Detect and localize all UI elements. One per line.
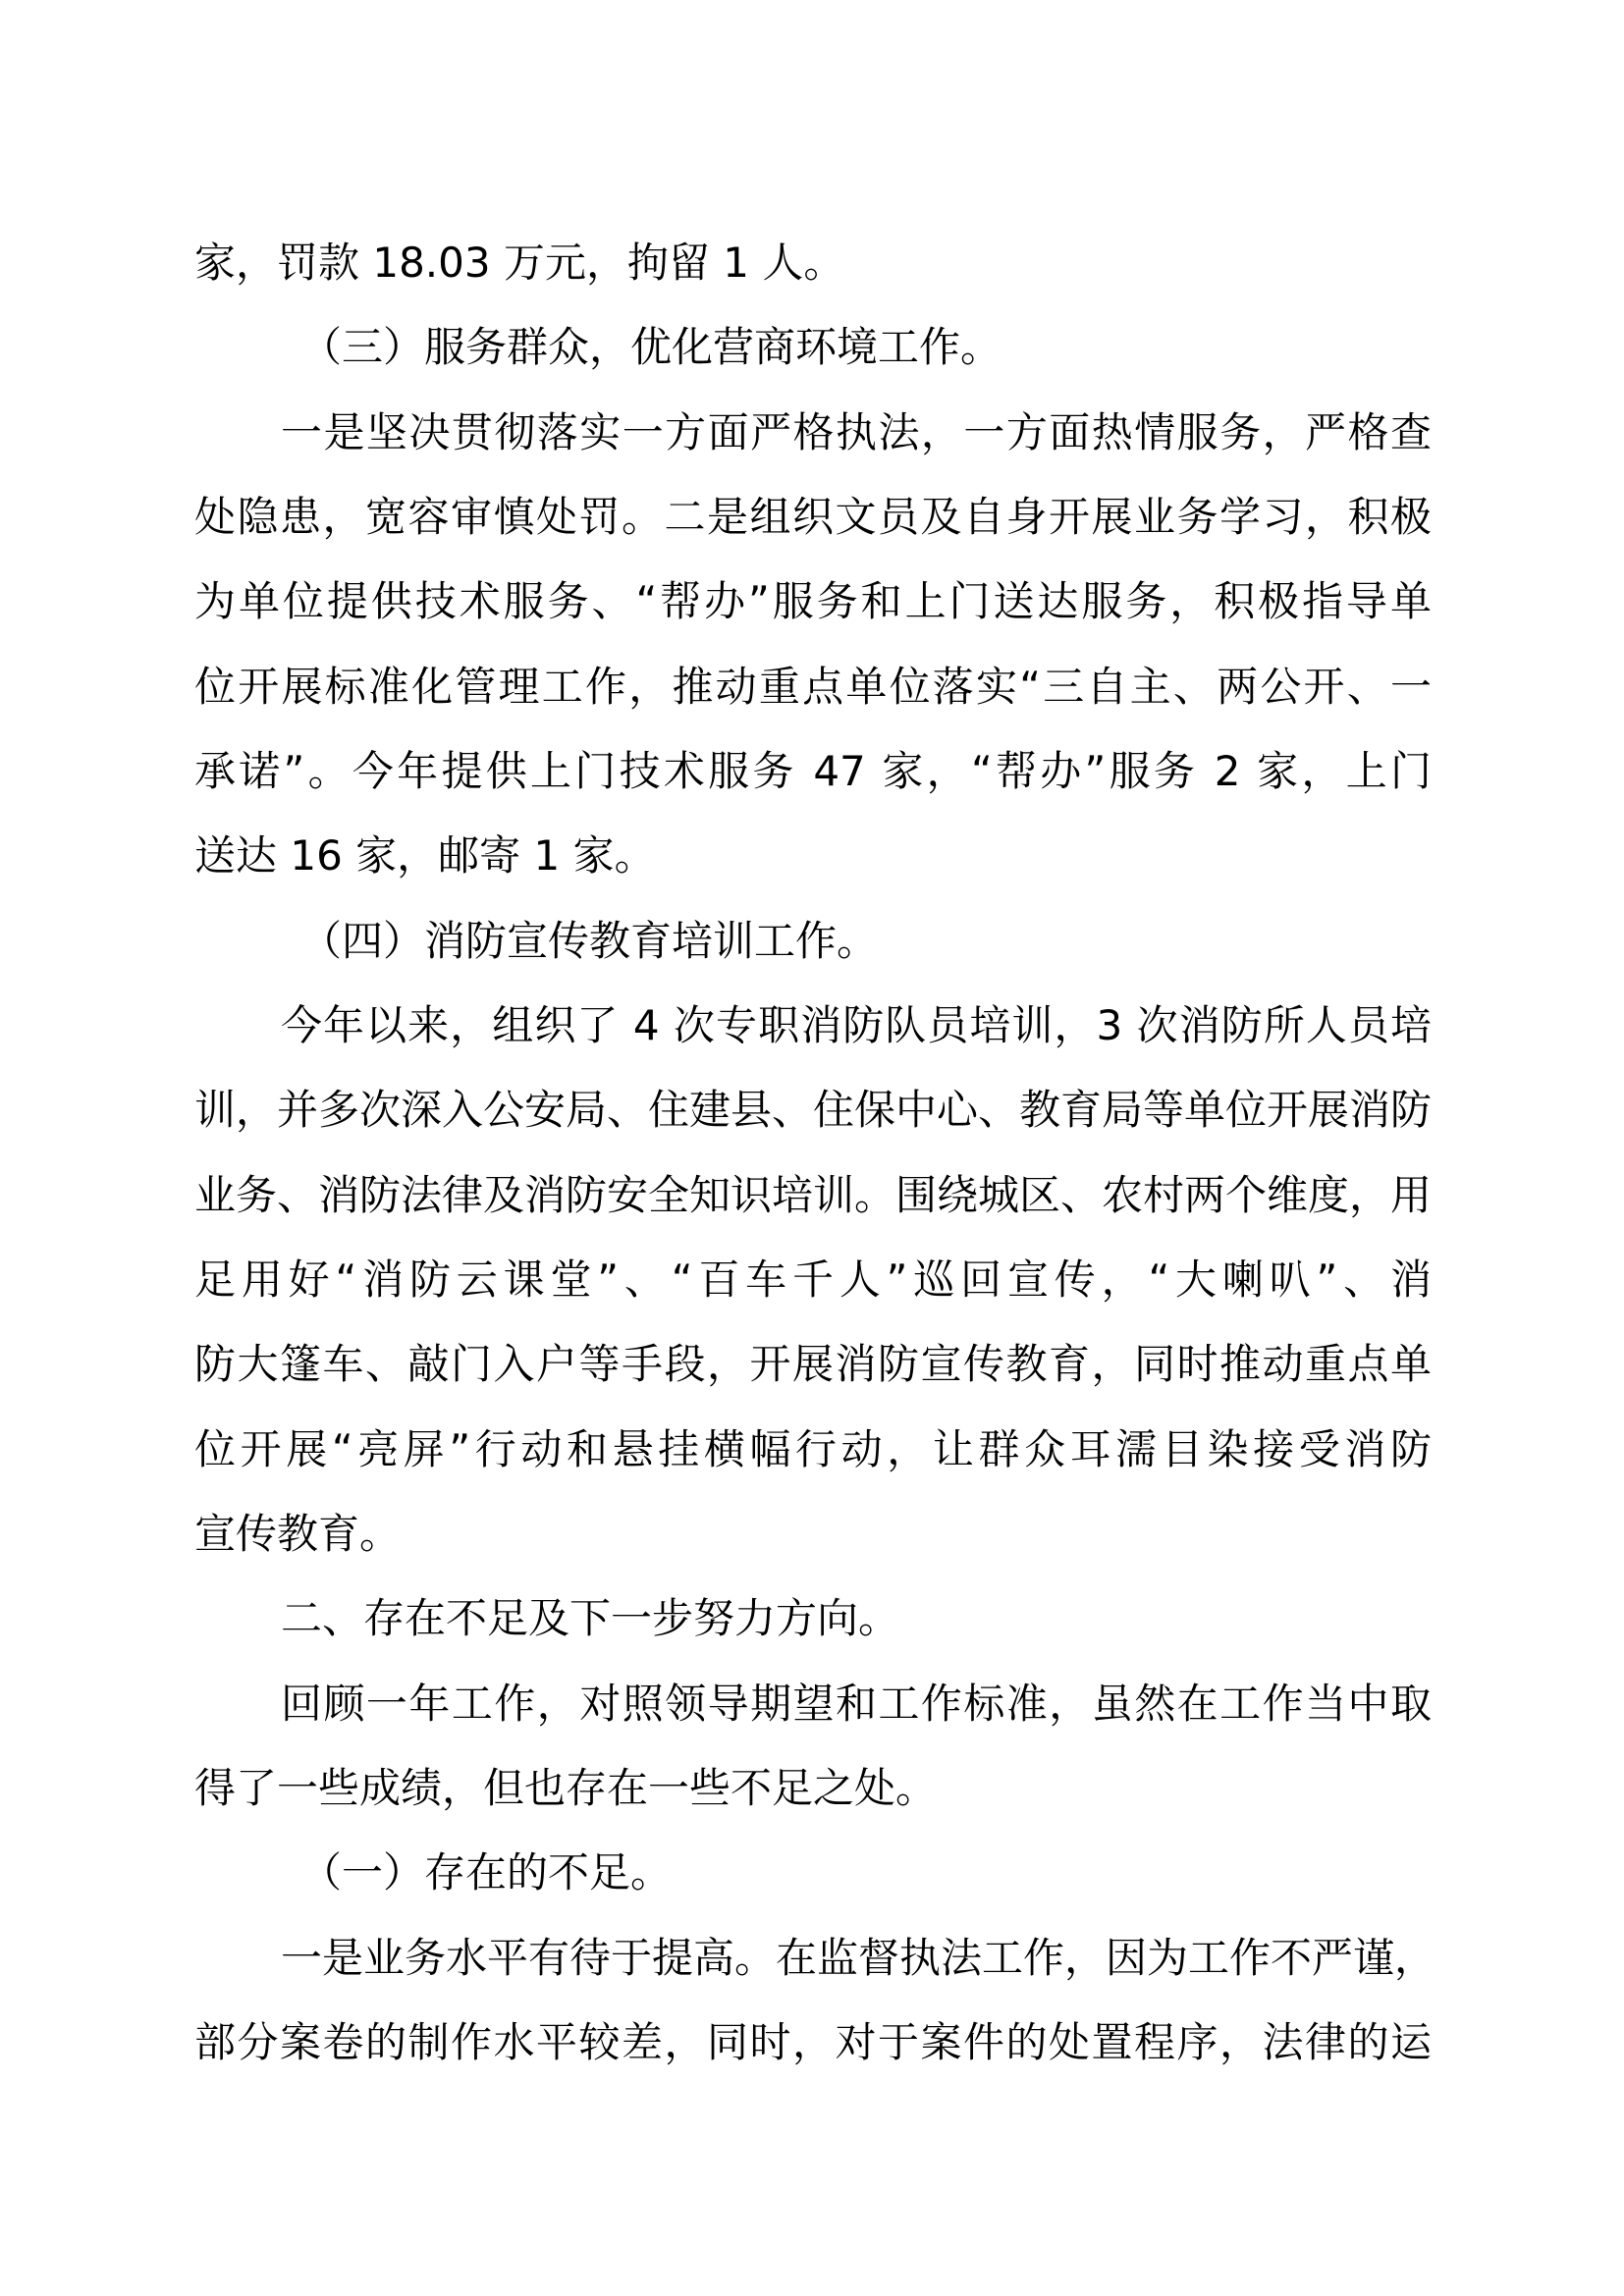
- text-line: 为单位提供技术服务、“帮办”服务和上门送达服务，积极指导单: [194, 577, 1432, 625]
- text-line: 今年以来，组织了 4 次专职消防队员培训，3 次消防所人员培: [281, 1001, 1432, 1049]
- section-heading: （三）服务群众，优化营商环境工作。: [300, 323, 1002, 371]
- text-line: 一是业务水平有待于提高。在监督执法工作，因为工作不严谨，: [281, 1934, 1436, 1982]
- text-line: 送达 16 家，邮寄 1 家。: [194, 831, 656, 880]
- text-line: 部分案卷的制作水平较差，同时，对于案件的处置程序，法律的运: [194, 2018, 1432, 2066]
- section-heading: 二、存在不足及下一步努力方向。: [281, 1594, 900, 1642]
- text-line: 训，并多次深入公安局、住建县、住保中心、教育局等单位开展消防: [194, 1086, 1433, 1134]
- section-heading: （一）存在的不足。: [300, 1848, 673, 1896]
- text-line: 一是坚决贯彻落实一方面严格执法，一方面热情服务，严格查: [281, 408, 1432, 456]
- text-line: 位开展“亮屏”行动和悬挂横幅行动，让群众耳濡目染接受消防: [194, 1425, 1432, 1473]
- text-line: 防大篷车、敲门入户等手段，开展消防宣传教育，同时推动重点单: [194, 1340, 1432, 1388]
- text-line: 位开展标准化管理工作，推动重点单位落实“三自主、两公开、一: [194, 663, 1432, 711]
- text-line: 足用好“消防云课堂”、“百车千人”巡回宣传，“大喇叭”、消: [194, 1255, 1432, 1304]
- text-line: 回顾一年工作，对照领导期望和工作标准，虽然在工作当中取: [281, 1680, 1432, 1728]
- text-line: 承诺”。今年提供上门技术服务 47 家，“帮办”服务 2 家，上门: [194, 747, 1432, 795]
- text-line: 宣传教育。: [194, 1510, 402, 1558]
- text-line: 处隐患，宽容审慎处罚。二是组织文员及自身开展业务学习，积极: [194, 493, 1432, 541]
- section-heading: （四）消防宣传教育培训工作。: [300, 917, 879, 965]
- text-line: 得了一些成绩，但也存在一些不足之处。: [194, 1764, 938, 1812]
- text-line: 家，罚款 18.03 万元，拘留 1 人。: [194, 239, 845, 287]
- text-line: 业务、消防法律及消防安全知识培训。围绕城区、农村两个维度，用: [194, 1171, 1433, 1219]
